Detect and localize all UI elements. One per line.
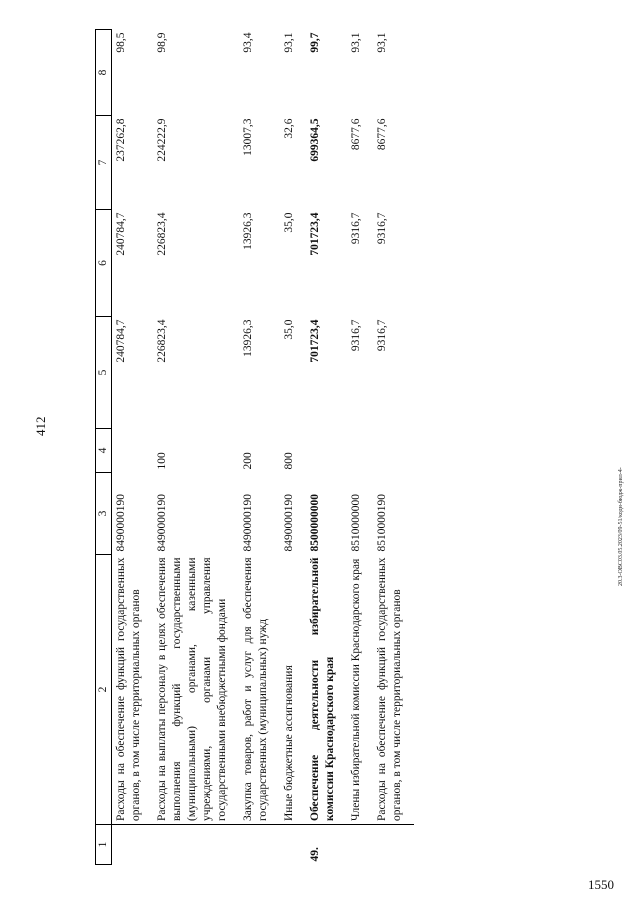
row-expense-type xyxy=(306,429,347,473)
row-value-5: 240784,7 xyxy=(115,319,127,363)
table-header xyxy=(96,30,112,865)
header-cell-5: 5 xyxy=(96,317,112,429)
row-expense-type: 200 xyxy=(242,452,254,470)
row-value-7: 699364,5 xyxy=(309,118,321,162)
row-expense-type: 800 xyxy=(283,452,295,470)
row-value-5: 9316,7 xyxy=(376,319,388,352)
row-number xyxy=(347,825,373,865)
row-target-code: 8490000190 xyxy=(115,494,127,552)
row-expense-type: 100 xyxy=(156,452,168,470)
table-row xyxy=(347,30,373,865)
row-target-code: 8510000190 xyxy=(376,494,388,552)
row-value-8: 93,4 xyxy=(242,32,254,53)
table-row xyxy=(239,30,280,865)
header-row xyxy=(96,30,112,865)
row-number xyxy=(280,825,306,865)
row-name: Члены избирательной комиссии Краснодарского края xyxy=(350,558,362,821)
row-value-7: 13007,3 xyxy=(242,118,254,156)
row-value-7: 224222,9 xyxy=(156,118,168,162)
row-number xyxy=(239,825,280,865)
row-expense-type xyxy=(373,429,414,473)
row-name: Иные бюджетные ассигнования xyxy=(283,665,295,821)
row-name: Закупка товаров, работ и услуг для обеспечения государственных (муниципальных) нужд xyxy=(242,557,269,821)
table-body xyxy=(112,30,415,865)
budget-table xyxy=(95,29,414,865)
header-cell-8: 8 xyxy=(96,30,112,116)
table-row xyxy=(280,30,306,865)
header-cell-1: 1 xyxy=(96,825,112,865)
row-value-8: 93,1 xyxy=(350,32,362,53)
row-value-6: 9316,7 xyxy=(350,212,362,245)
row-name: Расходы на выплаты персоналу в целях обеспечения выполнения функций государственными (муниципальными) органами, казенными учреждениями, органами управления государственными внебюджетными фондами xyxy=(156,557,228,821)
table-row-section xyxy=(306,30,347,865)
row-value-5: 9316,7 xyxy=(350,319,362,352)
row-number xyxy=(373,825,414,865)
row-value-6: 35,0 xyxy=(283,212,295,233)
row-value-6: 9316,7 xyxy=(376,212,388,245)
row-value-7: 237262,8 xyxy=(115,118,127,162)
row-value-6: 13926,3 xyxy=(242,212,254,250)
row-number xyxy=(112,825,154,865)
row-target-code: 8490000190 xyxy=(283,494,295,552)
table-row xyxy=(112,30,154,865)
row-value-6: 701723,4 xyxy=(309,212,321,256)
header-cell-7: 7 xyxy=(96,116,112,210)
row-expense-type xyxy=(347,429,373,473)
rotated-table-frame xyxy=(95,30,565,865)
row-value-6: 226823,4 xyxy=(156,212,168,256)
header-cell-4: 4 xyxy=(96,429,112,473)
row-value-8: 93,1 xyxy=(376,32,388,53)
row-value-5: 35,0 xyxy=(283,319,295,340)
header-cell-3: 3 xyxy=(96,473,112,555)
row-value-5: 13926,3 xyxy=(242,319,254,357)
row-expense-type xyxy=(112,429,154,473)
row-value-8: 93,1 xyxy=(283,32,295,53)
row-value-8: 98,9 xyxy=(156,32,168,53)
row-name: Расходы на обеспечение функций государственных органов, в том числе территориальных органов xyxy=(115,557,142,821)
row-target-code: 8490000190 xyxy=(242,494,254,552)
row-value-8: 98,5 xyxy=(115,32,127,53)
header-cell-2: 2 xyxy=(96,555,112,825)
document-code: 20.3-ОВС03.05.2023/09-51/кодн-бюдж-прил-4- xyxy=(618,467,624,586)
header-cell-6: 6 xyxy=(96,210,112,317)
row-value-7: 8677,6 xyxy=(350,118,362,151)
row-target-code: 8510000000 xyxy=(350,494,362,552)
page-number: 412 xyxy=(33,416,48,436)
table-row xyxy=(373,30,414,865)
row-value-5: 701723,4 xyxy=(309,319,321,363)
row-value-7: 32,6 xyxy=(283,118,295,139)
row-target-code: 8490000190 xyxy=(156,494,168,552)
sheet-number: 1550 xyxy=(588,877,614,892)
row-value-8: 99,7 xyxy=(309,32,321,53)
table-row xyxy=(153,30,239,865)
row-target-code: 8500000000 xyxy=(309,494,321,552)
row-name: Расходы на обеспечение функций государственных органов, в том числе территориальных органов xyxy=(376,557,403,821)
row-value-7: 8677,6 xyxy=(376,118,388,151)
row-value-6: 240784,7 xyxy=(115,212,127,256)
row-number: 49. xyxy=(306,825,347,865)
row-name: Обеспечение деятельности избирательной комиссии Краснодарского края xyxy=(309,557,336,821)
row-value-5: 226823,4 xyxy=(156,319,168,363)
row-number xyxy=(153,825,239,865)
